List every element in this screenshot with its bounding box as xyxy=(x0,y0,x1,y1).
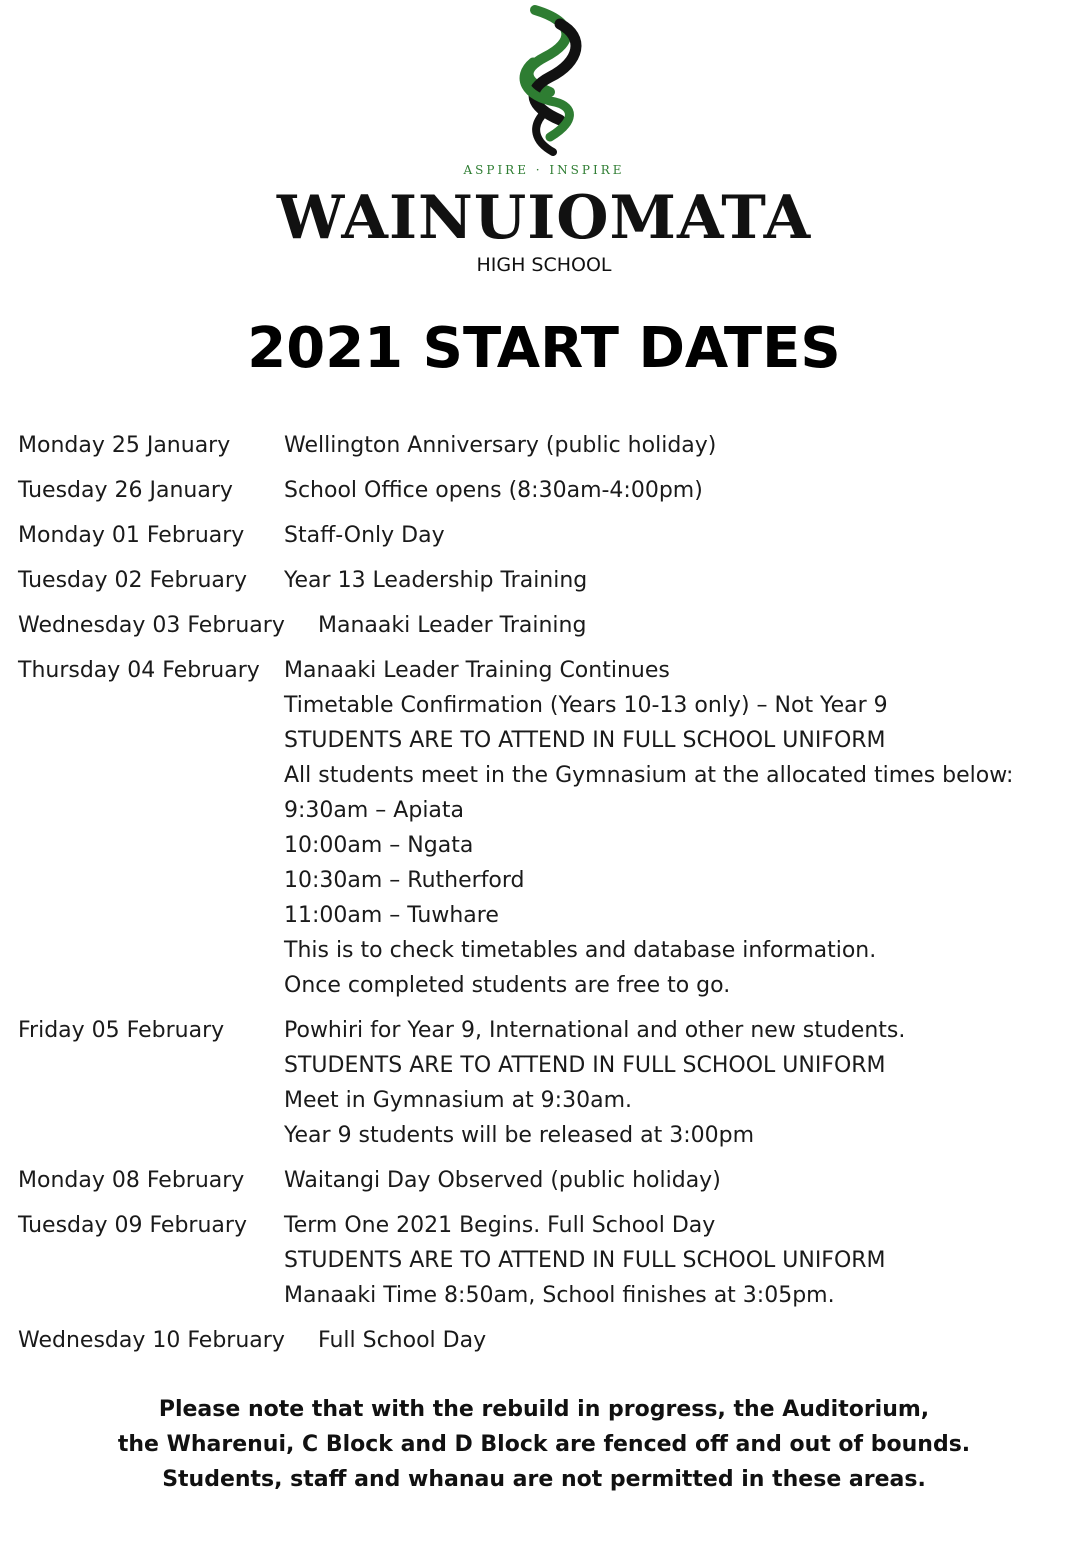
schedule-detail-line: Full School Day xyxy=(318,1328,487,1353)
rebuild-notice xyxy=(0,1392,1088,1497)
schedule-detail-line: 10:00am – Ngata xyxy=(284,833,474,858)
schedule-detail-line: Term One 2021 Begins. Full School Day xyxy=(284,1213,716,1238)
school-tagline: ASPIRE · INSPIRE xyxy=(463,163,625,177)
schedule-details xyxy=(284,1163,721,1198)
schedule-detail-line: 11:00am – Tuwhare xyxy=(284,903,499,928)
schedule-detail-line: This is to check timetables and database information. xyxy=(284,938,877,963)
schedule-details xyxy=(284,473,703,508)
schedule-date: Monday 01 February xyxy=(18,523,245,548)
schedule-details xyxy=(284,518,445,553)
schedule-detail-line: Year 13 Leadership Training xyxy=(284,568,588,593)
schedule-details xyxy=(284,653,1013,1003)
schedule-row xyxy=(18,563,1078,598)
schedule-list xyxy=(18,428,1078,1368)
school-name: WAINUIOMATA xyxy=(276,183,812,253)
schedule-details xyxy=(284,428,716,463)
notice-line: Students, staff and whanau are not permitted in these areas. xyxy=(162,1467,926,1492)
notice-line: the Wharenui, C Block and D Block are fenced off and out of bounds. xyxy=(117,1432,971,1457)
schedule-detail-line: STUDENTS ARE TO ATTEND IN FULL SCHOOL UNIFORM xyxy=(284,1053,886,1078)
school-subtitle: HIGH SCHOOL xyxy=(476,254,612,276)
schedule-detail-line: All students meet in the Gymnasium at the allocated times below: xyxy=(284,763,1014,788)
schedule-details xyxy=(284,1208,886,1313)
schedule-detail-line: Manaaki Leader Training xyxy=(318,613,587,638)
schedule-detail-line: Meet in Gymnasium at 9:30am. xyxy=(284,1088,632,1113)
schedule-detail-line: Wellington Anniversary (public holiday) xyxy=(284,433,717,458)
schedule-detail-line: Manaaki Time 8:50am, School finishes at 3:05pm. xyxy=(284,1283,835,1308)
schedule-details xyxy=(284,1013,905,1153)
schedule-detail-line: Once completed students are free to go. xyxy=(284,973,731,998)
schedule-detail-line: Timetable Confirmation (Years 10-13 only) – Not Year 9 xyxy=(284,693,888,718)
school-logo-icon xyxy=(505,2,595,157)
schedule-detail-line: 10:30am – Rutherford xyxy=(284,868,525,893)
schedule-detail-line: Staff-Only Day xyxy=(284,523,445,548)
schedule-detail-line: STUDENTS ARE TO ATTEND IN FULL SCHOOL UNIFORM xyxy=(284,728,886,753)
schedule-date: Monday 08 February xyxy=(18,1168,245,1193)
schedule-row xyxy=(18,1323,1078,1358)
schedule-detail-line: School Office opens (8:30am-4:00pm) xyxy=(284,478,703,503)
schedule-detail-line: 9:30am – Apiata xyxy=(284,798,465,823)
schedule-details xyxy=(318,608,586,643)
schedule-row xyxy=(18,518,1078,553)
schedule-row xyxy=(18,1163,1078,1198)
schedule-row xyxy=(18,608,1078,643)
page-title: 2021 START DATES xyxy=(247,316,841,381)
schedule-date: Tuesday 26 January xyxy=(18,478,233,503)
schedule-date: Monday 25 January xyxy=(18,433,231,458)
schedule-row xyxy=(18,1013,1078,1153)
schedule-date: Tuesday 09 February xyxy=(18,1213,247,1238)
schedule-row xyxy=(18,653,1078,1003)
schedule-date: Tuesday 02 February xyxy=(18,568,247,593)
schedule-date: Thursday 04 February xyxy=(18,658,260,683)
schedule-detail-line: Waitangi Day Observed (public holiday) xyxy=(284,1168,721,1193)
schedule-detail-line: Manaaki Leader Training Continues xyxy=(284,658,670,683)
schedule-details xyxy=(318,1323,486,1358)
schedule-details xyxy=(284,563,587,598)
schedule-date: Wednesday 10 February xyxy=(18,1328,285,1353)
notice-line: Please note that with the rebuild in progress, the Auditorium, xyxy=(158,1397,930,1422)
schedule-detail-line: Year 9 students will be released at 3:00pm xyxy=(284,1123,755,1148)
schedule-row xyxy=(18,473,1078,508)
schedule-detail-line: STUDENTS ARE TO ATTEND IN FULL SCHOOL UNIFORM xyxy=(284,1248,886,1273)
schedule-date: Wednesday 03 February xyxy=(18,613,285,638)
schedule-row xyxy=(18,1208,1078,1313)
schedule-detail-line: Powhiri for Year 9, International and other new students. xyxy=(284,1018,906,1043)
schedule-date: Friday 05 February xyxy=(18,1018,225,1043)
schedule-row xyxy=(18,428,1078,463)
school-header xyxy=(0,0,1088,290)
